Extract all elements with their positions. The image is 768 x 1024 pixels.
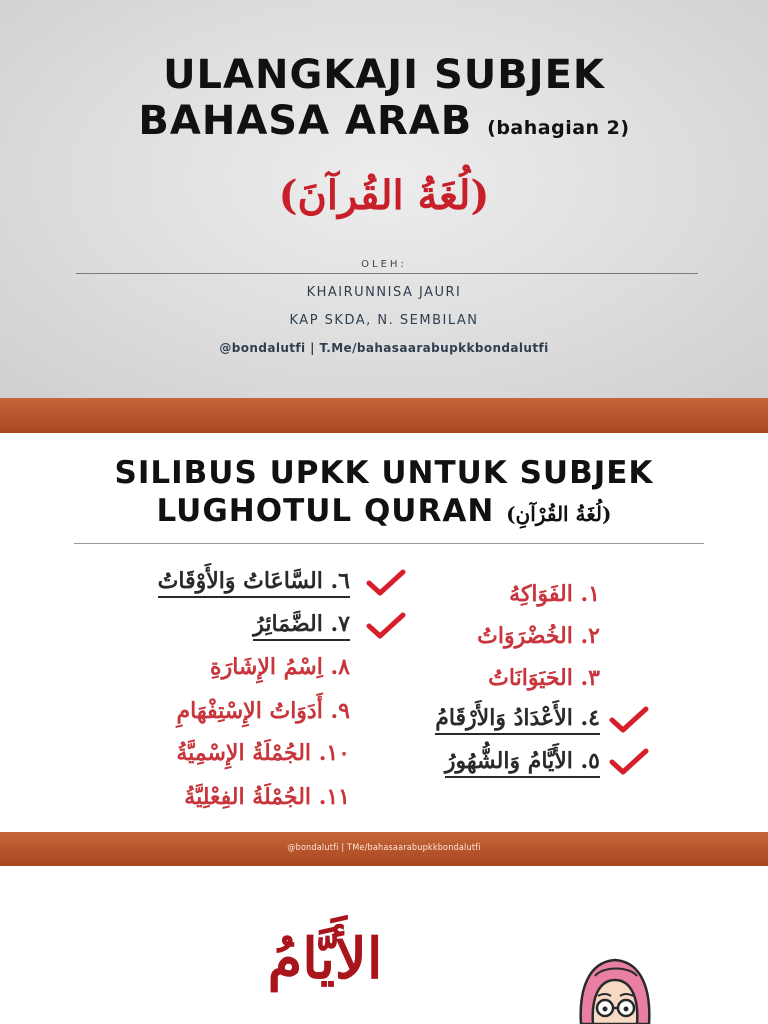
syllabus-item: ٧. الضَّمَائِرُ: [253, 609, 350, 641]
slide2-title: [0, 454, 768, 533]
syllabus-item: ١٠. الجُمْلَةُ الإِسْمِيَّةُ: [176, 740, 350, 766]
check-icon: [366, 612, 406, 640]
slide1-title-suffix: (bahagian 2): [487, 117, 630, 139]
title-slide: [0, 0, 768, 398]
slide-separator-band: [0, 398, 768, 433]
syllabus-item: ٦. السَّاعَاتُ وَالأَوْقَاتُ: [158, 566, 350, 598]
syllabus-item: ٣. الحَيَوَانَاتُ: [488, 665, 600, 691]
syllabus-item: ٥. الأَيَّامُ وَالشُّهُورُ: [445, 746, 600, 778]
avatar-illustration: [573, 952, 657, 1024]
syllabus-item: ٨. اِسْمُ الإِشَارَةِ: [210, 654, 350, 680]
author-name: KHAIRUNNISA JAURI: [306, 285, 462, 300]
check-icon: [609, 748, 649, 776]
author-handle: @bondalutfi | T.Me/bahasaarabupkkbondalutfi: [219, 341, 549, 355]
syllabus-item: ٩. أَدَوَاتُ الإِسْتِفْهَامِ: [176, 698, 350, 724]
slide1-title-line1: ULANGKAJI SUBJEK: [163, 52, 605, 98]
author-school: KAP SKDA, N. SEMBILAN: [289, 313, 479, 328]
slide1-title-line2: BAHASA ARAB: [138, 98, 473, 144]
check-icon: [366, 569, 406, 597]
slide1-title: [0, 52, 768, 151]
syllabus-item: ٢. الخُضْرَوَاتُ: [477, 623, 600, 649]
divider: [76, 273, 698, 274]
check-icon: [609, 706, 649, 734]
slide3-arabic-title: الأَيَّامُ: [267, 926, 383, 992]
divider: [74, 543, 704, 544]
slide2-title-arabic: (لُغَةُ القُرْآنِ): [506, 502, 612, 526]
syllabus-item: ٤. الأَعْدَادُ وَالأَرْقَامُ: [435, 703, 600, 735]
slide1-arabic-title: (لُغَةُ القُرآنَ): [278, 172, 490, 219]
slide2-footer-text: @bondalutfi | TMe/bahasaarabupkkbondalutfi: [287, 843, 481, 853]
oleh-label: OLEH:: [361, 259, 407, 270]
syllabus-item: ١. الفَوَاكِهُ: [509, 581, 600, 607]
slide2-title-line2: LUGHOTUL QURAN: [156, 493, 495, 529]
syllabus-item: ١١. الجُمْلَةُ الفِعْلِيَّةُ: [184, 784, 350, 810]
slide2-title-line1: SILIBUS UPKK UNTUK SUBJEK: [114, 455, 654, 491]
